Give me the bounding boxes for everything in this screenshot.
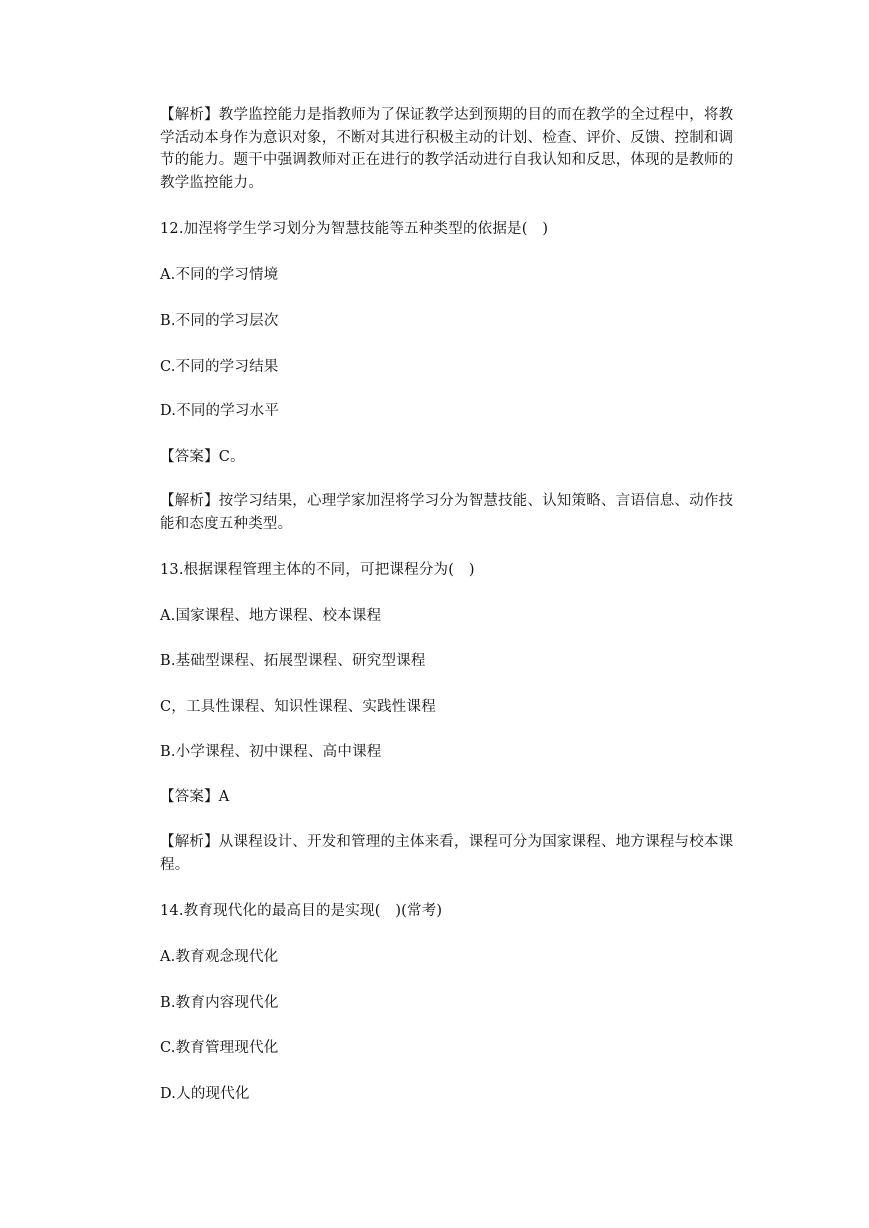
option-12-d: D.不同的学习水平 <box>160 403 280 419</box>
analysis-paragraph-11: 【解析】教学监控能力是指教师为了保证教学达到预期的目的而在教学的全过程中，将教学活动本身作为意识对象，不断对其进行积极主动的计划、检查、评价、反馈、控制和调节的能力。题干中强调教师对正在进行的教学活动进行自我认知和反思，体现的是教师的教学监控能力。 <box>160 107 734 191</box>
question-14: 14.教育现代化的最高目的是实现( )(常考) <box>160 903 443 919</box>
answer-13: 【答案】A <box>160 789 230 805</box>
option-14-a: A.教育观念现代化 <box>160 949 279 965</box>
option-12-a: A.不同的学习情境 <box>160 267 279 283</box>
option-13-b: B.基础型课程、拓展型课程、研究型课程 <box>160 653 426 669</box>
option-13-a: A.国家课程、地方课程、校本课程 <box>160 608 382 624</box>
question-13: 13.根据课程管理主体的不同，可把课程分为( ) <box>160 562 475 578</box>
analysis-paragraph-13: 【解析】从课程设计、开发和管理的主体来看，课程可分为国家课程、地方课程与校本课程。 <box>160 834 734 873</box>
option-14-c: C.教育管理现代化 <box>160 1040 279 1056</box>
option-14-b: B.教育内容现代化 <box>160 995 279 1011</box>
option-13-d: B.小学课程、初中课程、高中课程 <box>160 744 382 760</box>
option-13-c: C，工具性课程、知识性课程、实践性课程 <box>160 699 436 715</box>
option-14-d: D.人的现代化 <box>160 1086 250 1102</box>
answer-12: 【答案】C。 <box>160 449 245 465</box>
question-12: 12.加涅将学生学习划分为智慧技能等五种类型的依据是( ) <box>160 221 549 237</box>
analysis-paragraph-12: 【解析】按学习结果，心理学家加涅将学习分为智慧技能、认知策略、言语信息、动作技能和态度五种类型。 <box>160 493 734 532</box>
option-12-b: B.不同的学习层次 <box>160 313 279 329</box>
option-12-c: C.不同的学习结果 <box>160 359 279 375</box>
